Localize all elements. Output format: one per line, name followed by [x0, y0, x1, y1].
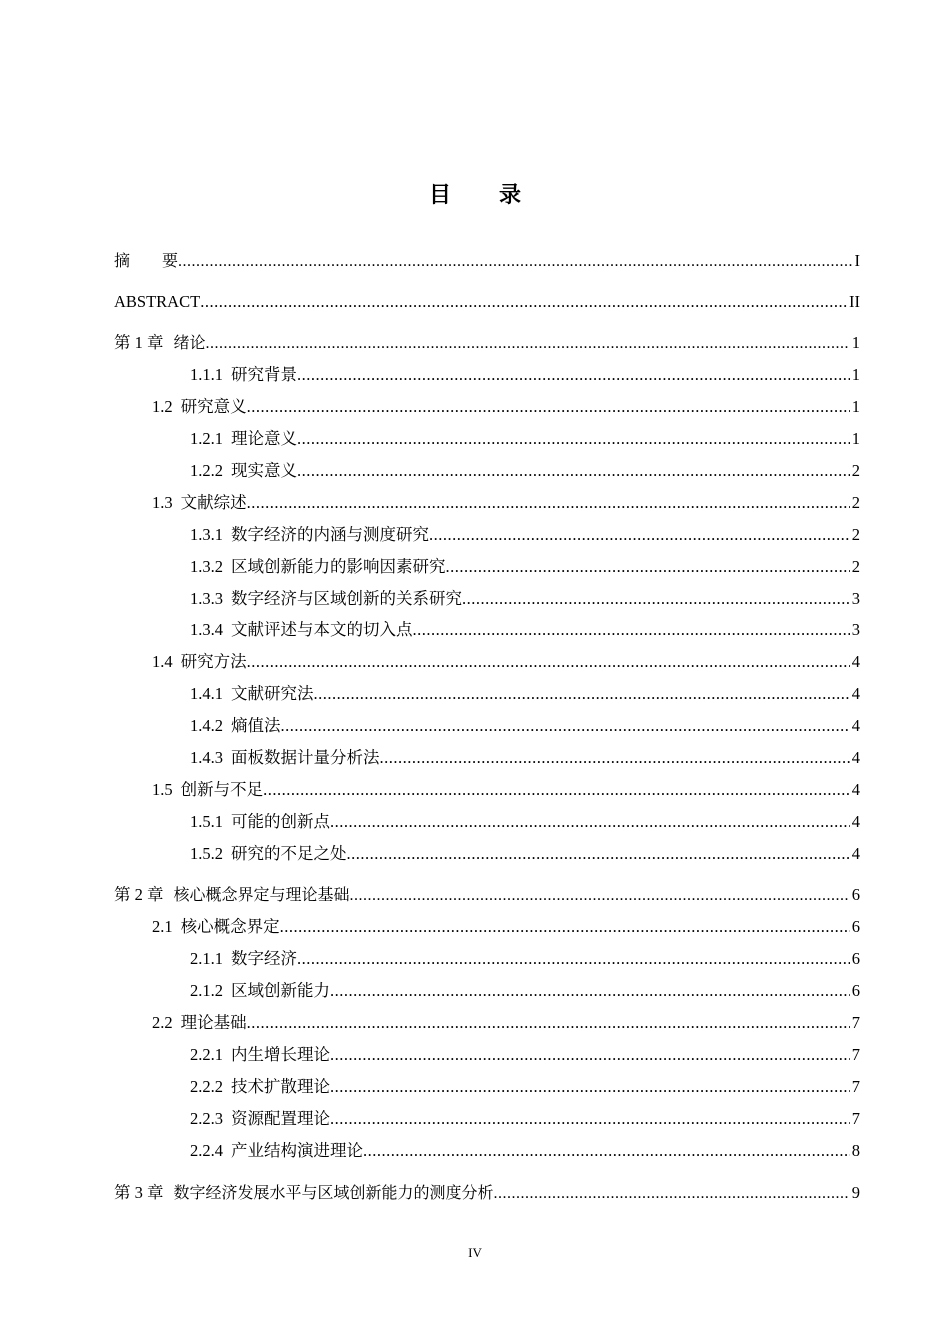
- toc-entry-page-number: 1: [851, 397, 860, 416]
- dot-leader: [263, 779, 850, 801]
- toc-entry[interactable]: [152, 916, 860, 938]
- toc-entry-page-number: 2: [851, 461, 860, 480]
- toc-entry-label: 文献综述: [180, 493, 247, 512]
- toc-entry-number: 1.2.1: [190, 429, 223, 448]
- toc-entry-page-number: 6: [851, 885, 860, 904]
- toc-entry-number: 1.3.1: [190, 525, 223, 544]
- toc-entry-label: 核心概念界定: [180, 917, 280, 936]
- toc-entry-label: 理论基础: [180, 1013, 247, 1032]
- toc-entry[interactable]: [190, 811, 860, 833]
- toc-entry-page-number: 2: [851, 525, 860, 544]
- toc-entry[interactable]: [114, 291, 860, 313]
- dot-leader: [247, 651, 850, 673]
- toc-entry-page-number: 7: [851, 1013, 860, 1032]
- toc-entry-label: ABSTRACT: [114, 292, 201, 311]
- table-of-contents: [114, 0, 860, 1300]
- toc-entry[interactable]: [190, 715, 860, 737]
- toc-entry-number: 1.1.1: [190, 365, 223, 384]
- toc-entry-label: 技术扩散理论: [231, 1077, 330, 1096]
- dot-leader: [178, 251, 852, 273]
- toc-entry-page-number: 1: [851, 365, 860, 384]
- toc-entry[interactable]: [152, 651, 860, 673]
- dot-leader: [297, 460, 850, 482]
- toc-entry-page-number: 7: [851, 1045, 860, 1064]
- toc-entry-page-number: 4: [851, 812, 860, 831]
- dot-leader: [330, 1076, 850, 1098]
- toc-entry-number: 2.2.2: [190, 1077, 223, 1096]
- toc-entry-label: 研究意义: [180, 397, 247, 416]
- toc-entry-label: 理论意义: [231, 429, 297, 448]
- dot-leader: [330, 811, 850, 833]
- toc-entry-number: 1.4: [152, 652, 173, 671]
- toc-entry-label: 研究背景: [231, 365, 297, 384]
- toc-entry-number: 1.5.2: [190, 844, 223, 863]
- toc-entry-label: 创新与不足: [180, 780, 264, 799]
- toc-entry-number: 1.3.2: [190, 557, 223, 576]
- dot-leader: [247, 396, 850, 418]
- toc-entry-number: 1.4.2: [190, 716, 223, 735]
- toc-entry-label: 现实意义: [231, 461, 297, 480]
- toc-entry[interactable]: [190, 1140, 860, 1162]
- toc-entry[interactable]: [190, 948, 860, 970]
- toc-entry[interactable]: [190, 460, 860, 482]
- dot-leader: [297, 428, 850, 450]
- toc-entry-page-number: 2: [851, 493, 860, 512]
- toc-entry-number: 1.3.3: [190, 589, 223, 608]
- toc-entry-page-number: 6: [851, 917, 860, 936]
- toc-entry-number: 1.2.2: [190, 461, 223, 480]
- toc-entry-number: 2.2.3: [190, 1109, 223, 1128]
- toc-entry-label: 区域创新能力的影响因素研究: [231, 557, 446, 576]
- toc-entry-page-number: 6: [851, 949, 860, 968]
- toc-entry-label: 内生增长理论: [231, 1045, 330, 1064]
- toc-entry-label: 核心概念界定与理论基础: [173, 885, 350, 904]
- toc-entry-page-number: 7: [851, 1077, 860, 1096]
- toc-entry-page-number: II: [849, 292, 860, 311]
- toc-entry-number: 1.4.3: [190, 748, 223, 767]
- toc-entry-number: 1.3.4: [190, 620, 223, 639]
- dot-leader: [200, 291, 847, 313]
- toc-entry[interactable]: [190, 843, 860, 865]
- toc-entry[interactable]: [190, 1108, 860, 1130]
- dot-leader: [380, 747, 850, 769]
- toc-chapter-entry[interactable]: [114, 884, 860, 907]
- toc-entry-page-number: 1: [851, 333, 860, 352]
- toc-chapter-entry[interactable]: [114, 250, 860, 273]
- toc-entry-page-number: 9: [851, 1183, 860, 1202]
- toc-entry[interactable]: [190, 364, 860, 386]
- toc-entry-page-number: I: [854, 251, 860, 270]
- dot-leader: [330, 1108, 850, 1130]
- toc-chapter-entry[interactable]: [114, 332, 860, 355]
- toc-entry-page-number: 4: [851, 684, 860, 703]
- toc-entry-number: 第 3 章: [114, 1183, 164, 1202]
- toc-entry-label: 数字经济发展水平与区域创新能力的测度分析: [173, 1183, 494, 1202]
- toc-entry-label: 文献评述与本文的切入点: [231, 620, 413, 639]
- toc-entry-label: 可能的创新点: [231, 812, 330, 831]
- toc-entry[interactable]: [190, 1076, 860, 1098]
- dot-leader: [280, 916, 850, 938]
- toc-entry-label: 绪论: [173, 333, 206, 352]
- toc-entry[interactable]: [152, 396, 860, 418]
- toc-entry-label: 区域创新能力: [231, 981, 330, 1000]
- toc-entry-number: 1.4.1: [190, 684, 223, 703]
- toc-entry-number: 第 2 章: [114, 885, 164, 904]
- page-number-footer: IV: [468, 1245, 482, 1260]
- toc-entry-number: 第 1 章: [114, 333, 164, 352]
- toc-entry-label: 数字经济: [231, 949, 297, 968]
- toc-entry-label: 面板数据计量分析法: [231, 748, 380, 767]
- dot-leader: [247, 492, 850, 514]
- toc-entry[interactable]: [190, 619, 860, 641]
- toc-entry-label: 摘 要: [114, 251, 179, 270]
- toc-entry[interactable]: [190, 1044, 860, 1066]
- toc-entry-page-number: 4: [851, 844, 860, 863]
- toc-entry[interactable]: [152, 779, 860, 801]
- toc-entry-page-number: 8: [851, 1141, 860, 1160]
- dot-leader: [206, 333, 850, 355]
- title-char-2: 录: [499, 183, 522, 208]
- toc-entry-page-number: 2: [851, 557, 860, 576]
- toc-entry-page-number: 1: [851, 429, 860, 448]
- toc-entry-number: 2.1.2: [190, 981, 223, 1000]
- toc-entry[interactable]: [190, 980, 860, 1002]
- toc-entry-page-number: 3: [851, 620, 860, 639]
- title-char-1: 目: [428, 183, 451, 208]
- toc-entry[interactable]: [190, 683, 860, 705]
- toc-entry-page-number: 4: [851, 652, 860, 671]
- toc-entry[interactable]: [190, 747, 860, 769]
- dot-leader: [363, 1140, 850, 1162]
- toc-entry-label: 数字经济与区域创新的关系研究: [231, 589, 462, 608]
- toc-entry-number: 2.2: [152, 1013, 173, 1032]
- dot-leader: [413, 619, 850, 641]
- dot-leader: [247, 1012, 850, 1034]
- dot-leader: [350, 885, 850, 907]
- toc-entry[interactable]: [190, 524, 860, 546]
- toc-entry-page-number: 3: [851, 589, 860, 608]
- dot-leader: [330, 1044, 850, 1066]
- toc-entry[interactable]: [152, 1012, 860, 1034]
- dot-leader: [429, 524, 850, 546]
- toc-entry-number: 2.2.1: [190, 1045, 223, 1064]
- dot-leader: [446, 556, 850, 578]
- toc-entry[interactable]: [190, 588, 860, 610]
- toc-entry-number: 2.2.4: [190, 1141, 223, 1160]
- toc-entry-label: 数字经济的内涵与测度研究: [231, 525, 429, 544]
- toc-entry-number: 1.2: [152, 397, 173, 416]
- toc-entry-label: 熵值法: [231, 716, 281, 735]
- dot-leader: [330, 980, 850, 1002]
- dot-leader: [462, 588, 850, 610]
- dot-leader: [297, 948, 850, 970]
- toc-entry[interactable]: [190, 428, 860, 450]
- toc-entry-number: 1.5: [152, 780, 173, 799]
- toc-entry-label: 产业结构演进理论: [231, 1141, 363, 1160]
- toc-entry-number: 1.3: [152, 493, 173, 512]
- toc-entry-number: 2.1: [152, 917, 173, 936]
- toc-entry[interactable]: [152, 492, 860, 514]
- toc-entry-page-number: 6: [851, 981, 860, 1000]
- dot-leader: [314, 683, 850, 705]
- toc-entry-label: 资源配置理论: [231, 1109, 330, 1128]
- toc-entry-number: 2.1.1: [190, 949, 223, 968]
- dot-leader: [281, 715, 850, 737]
- toc-entry-label: 研究方法: [180, 652, 247, 671]
- toc-entry-page-number: 4: [851, 780, 860, 799]
- dot-leader: [494, 1183, 850, 1205]
- toc-entry-label: 文献研究法: [231, 684, 314, 703]
- toc-chapter-entry[interactable]: [114, 1182, 860, 1205]
- toc-entry-number: 1.5.1: [190, 812, 223, 831]
- dot-leader: [297, 364, 850, 386]
- dot-leader: [347, 843, 850, 865]
- toc-entry-label: 研究的不足之处: [231, 844, 347, 863]
- toc-entry-page-number: 4: [851, 748, 860, 767]
- toc-entry-page-number: 4: [851, 716, 860, 735]
- toc-entry-page-number: 7: [851, 1109, 860, 1128]
- toc-entry[interactable]: [190, 556, 860, 578]
